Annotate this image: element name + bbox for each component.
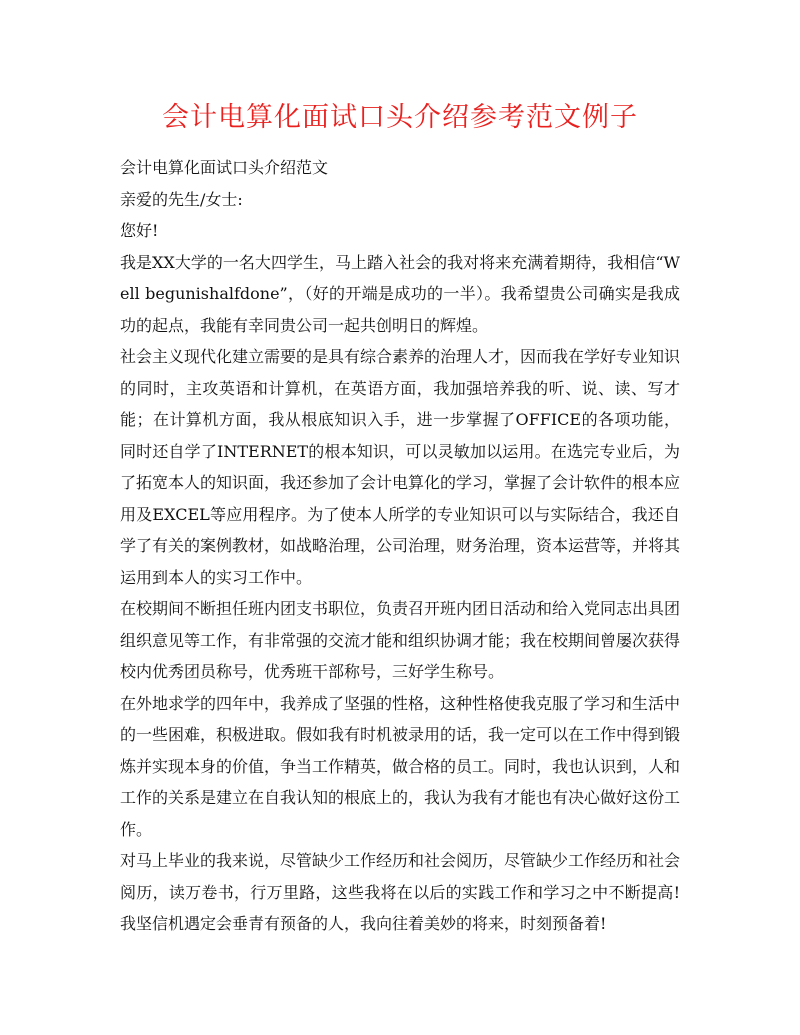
paragraph-skills: 社会主义现代化建立需要的是具有综合素养的治理人才，因而我在学好专业知识的同时，主攻英语和计算机，在英语方面，我加强培养我的听、说、读、写才能；在计算机方面，我从根底知识入手，进一步掌握了OFFICE的各项功能，同时还自学了INTERNET的根本知识，可以灵敏加以运用。在选完专业后，为了拓宽本人的知识面，我还参加了会计电算化的学习，掌握了会计软件的根本应用及EXCEL等应用程序。为了使本人所学的专业知识可以与实际结合，我还自学了有关的案例教材，如战略治理，公司治理，财务治理，资本运营等，并将其运用到本人的实习工作中。 xyxy=(120,347,681,587)
paragraph-subtitle: 会计电算化面试口头介绍范文 xyxy=(120,158,329,177)
paragraph-greeting: 您好! xyxy=(120,221,159,240)
document-title: 会计电算化面试口头介绍参考范文例子 xyxy=(162,102,638,133)
paragraph-introduction: 我是XX大学的一名大四学生，马上踏入社会的我对将来充满着期待，我相信“Well begunishalfdone”，（好的开端是成功的一半）。我希望贵公司确实是我成功的起点，我能有幸同贵公司一起共创明日的辉煌。 xyxy=(120,252,680,335)
paragraph-character: 在外地求学的四年中，我养成了坚强的性格，这种性格使我克服了学习和生活中的一些困难，积极进取。假如我有时机被录用的话，我一定可以在工作中得到锻炼并实现本身的价值，争当工作精英，做合格的员工。同时，我也认识到，人和工作的关系是建立在自我认知的根底上的，我认为我有才能也有决心做好这份工作。 xyxy=(120,693,681,839)
paragraph-campus-activities: 在校期间不断担任班内团支书职位，负责召开班内团日活动和给入党同志出具团组织意见等工作，有非常强的交流才能和组织协调才能；我在校期间曾屡次获得校内优秀团员称号，优秀班干部称号，三好学生称号。 xyxy=(120,599,681,681)
paragraph-salutation: 亲爱的先生/女士: xyxy=(120,189,243,209)
paragraph-closing: 对马上毕业的我来说，尽管缺少工作经历和社会阅历，尽管缺少工作经历和社会阅历，读万卷书，行万里路，这些我将在以后的实践工作和学习之中不断提高!我坚信机遇定会垂青有预备的人，我向往着美妙的将来，时刻预备着! xyxy=(120,851,681,933)
